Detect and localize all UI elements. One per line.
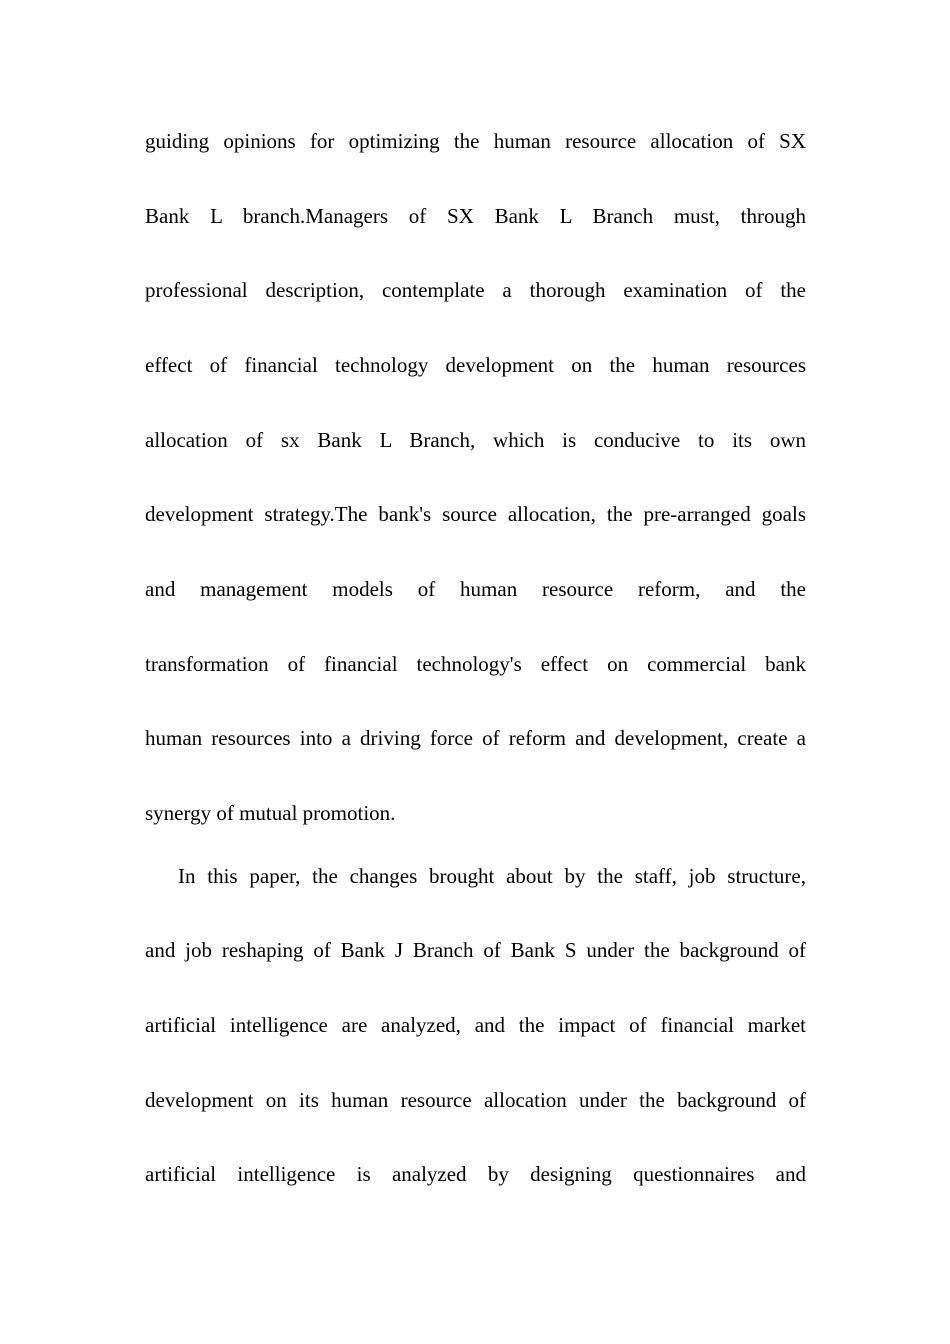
paragraph-1-line-4: effect of financial technology development on the human resources — [145, 353, 806, 377]
paragraph-1-line-10: synergy of mutual promotion. — [145, 801, 396, 825]
paragraph-1-line-7: and management models of human resource reform, and the — [145, 577, 806, 601]
paragraph-1-line-2: Bank L branch.Managers of SX Bank L Branch must, through — [145, 204, 806, 228]
paragraph-2-line-2: and job reshaping of Bank J Branch of Bank S under the background of — [145, 938, 806, 962]
paragraph-2-line-3: artificial intelligence are analyzed, and the impact of financial market — [145, 1013, 806, 1037]
paragraph-2-line-1: In this paper, the changes brought about by the staff, job structure, — [178, 864, 806, 888]
paragraph-1-line-1: guiding opinions for optimizing the human resource allocation of SX — [145, 129, 806, 153]
paragraph-1-line-9: human resources into a driving force of reform and development, create a — [145, 726, 806, 750]
paragraph-2-line-5: artificial intelligence is analyzed by designing questionnaires and — [145, 1162, 806, 1186]
paragraph-1-line-3: professional description, contemplate a thorough examination of the — [145, 278, 806, 302]
paragraph-1-line-8: transformation of financial technology's effect on commercial bank — [145, 652, 806, 676]
paragraph-2-line-4: development on its human resource allocation under the background of — [145, 1088, 806, 1112]
paragraph-1-line-6: development strategy.The bank's source allocation, the pre-arranged goals — [145, 502, 806, 526]
paragraph-1-line-5: allocation of sx Bank L Branch, which is conducive to its own — [145, 428, 806, 452]
